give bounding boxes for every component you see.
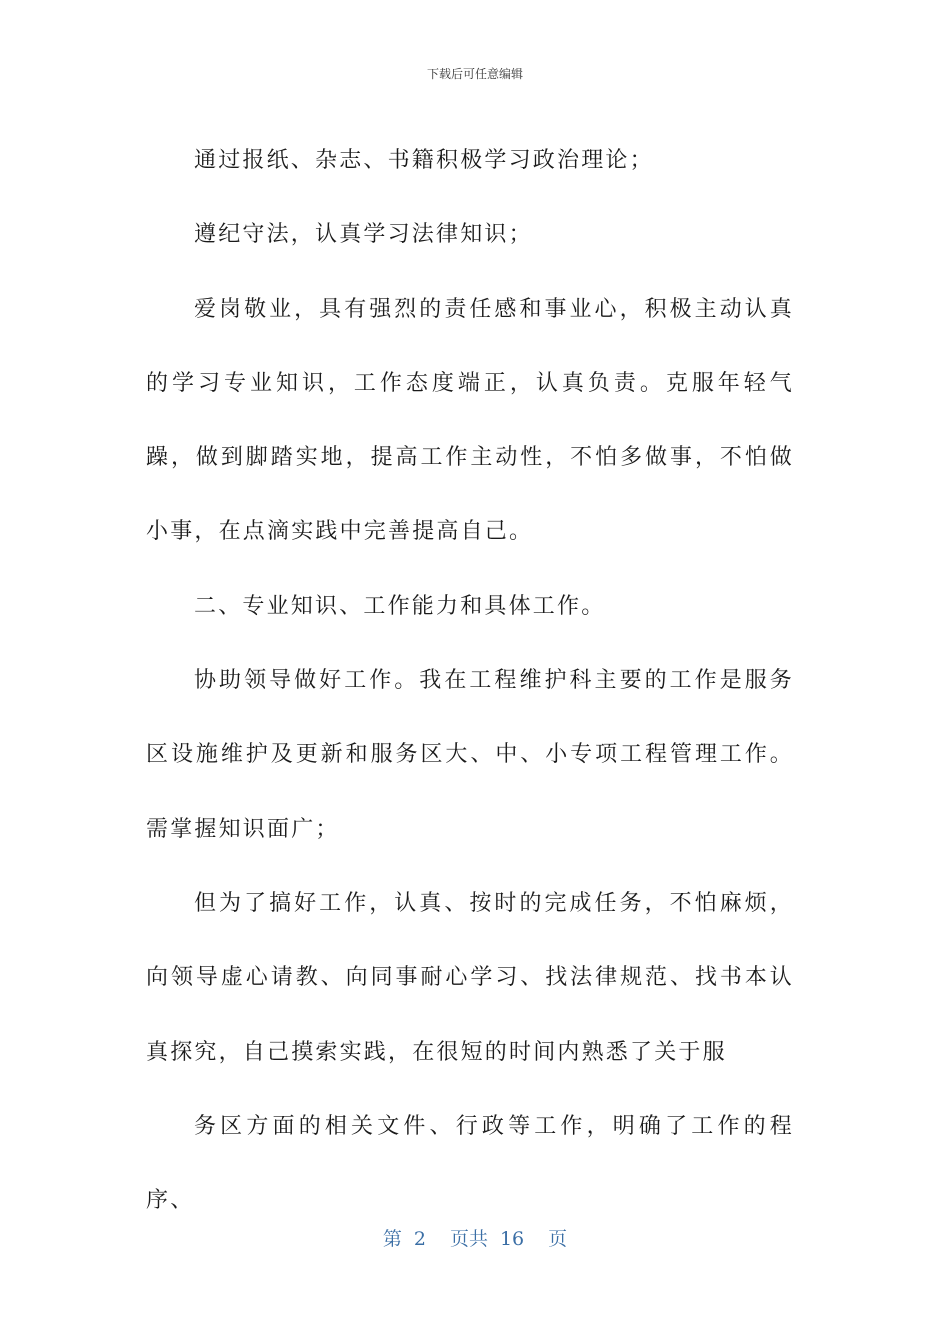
paragraph: 遵纪守法，认真学习法律知识； bbox=[194, 222, 533, 248]
paragraph: 爱岗敬业，具有强烈的责任感和事业心，积极主动认真的学习专业知识，工作态度端正，认真负责。克服年轻气躁，做到脚踏实地，提高工作主动性，不怕多做事，不怕做小事，在点滴实践中完善提高自己。 bbox=[146, 296, 794, 545]
paragraph: 二、专业知识、工作能力和具体工作。 bbox=[194, 593, 606, 619]
paragraph: 协助领导做好工作。我在工程维护科主要的工作是服务区设施维护及更新和服务区大、中、小专项工程管理工作。需掌握知识面广； bbox=[146, 668, 794, 842]
footer-suffix: 页 bbox=[548, 1228, 568, 1250]
paragraph: 务区方面的相关文件、行政等工作，明确了工作的程序、 bbox=[146, 1113, 794, 1214]
footer-prefix: 第 bbox=[382, 1228, 402, 1250]
page-number-footer bbox=[0, 1226, 950, 1252]
current-page-number: 2 bbox=[413, 1228, 426, 1250]
paragraph: 但为了搞好工作，认真、按时的完成任务，不怕麻烦，向领导虚心请教、向同事耐心学习、找法律规范、找书本认真探究，自己摸索实践，在很短的时间内熟悉了关于服 bbox=[146, 890, 794, 1065]
total-pages-number: 16 bbox=[499, 1228, 525, 1250]
page-header: 下载后可任意编辑 bbox=[426, 67, 523, 81]
footer-middle: 页共 bbox=[449, 1228, 488, 1250]
document-body bbox=[146, 124, 794, 1238]
paragraph: 通过报纸、杂志、书籍积极学习政治理论； bbox=[194, 148, 654, 173]
